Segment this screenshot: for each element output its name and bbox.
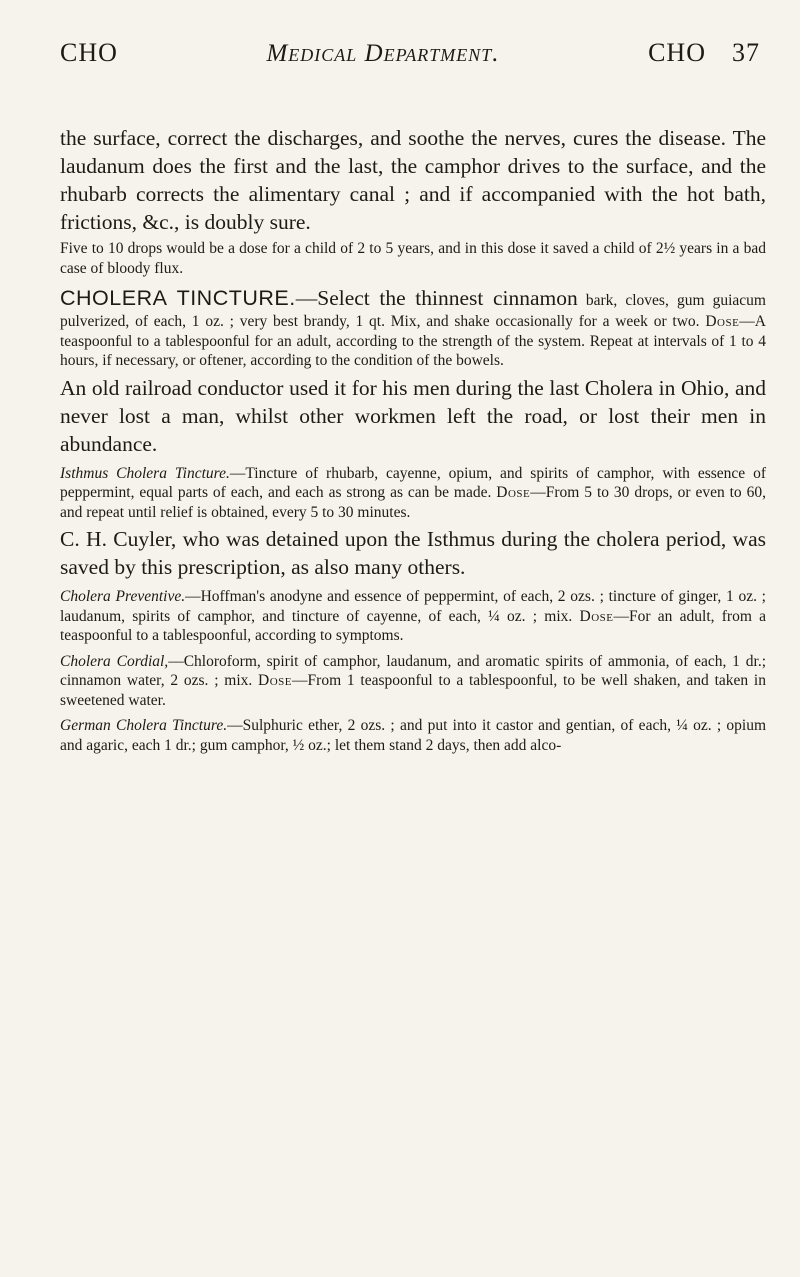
paragraph-cholera-cordial (60, 652, 766, 711)
header-right-group (648, 38, 760, 68)
cholera-tincture-heading: CHOLERA TINCTURE. (60, 286, 296, 310)
cholera-cordial-title: Cholera Cordial, (60, 652, 169, 670)
paragraph-surface: the surface, correct the discharges, and soothe the nerves, cures the disease. The laudanum does the first and the last, the camphor drives to the surface, and the rhubarb corrects the alimentary canal ; and if accompanied with the hot bath, frictions, &c., is doubly sure. (60, 126, 766, 234)
paragraph-german-tincture (60, 716, 766, 755)
running-header (60, 38, 760, 68)
cholera-preventive-text: —Hoffman's anodyne and essence of peppermint, of each, 2 ozs. ; tincture of ginger, 1 oz. ; laudanum, spirits of camphor, and tincture of cayenne, of each, ¼ oz. ; mix. (60, 588, 766, 625)
dose-label: Dose (579, 607, 614, 625)
paragraph-cholera-tincture (60, 284, 766, 371)
page-body (60, 124, 766, 755)
isthmus-tincture-dose: —From 5 to 30 drops, or even to 60, and repeat until relief is obtained, every 5 to 30 minutes. (60, 484, 766, 521)
paragraph-cuyler: C. H. Cuyler, who was detained upon the Isthmus during the cholera period, was saved by this prescription, as also many others. (60, 527, 766, 579)
cholera-tincture-recipe: bark, cloves, gum guiacum pulverized, of each, 1 oz. ; very best brandy, 1 qt. Mix, and shake occasionally for a week or two. (60, 292, 766, 330)
german-tincture-text: —Sulphuric ether, 2 ozs. ; and put into it castor and gentian, of each, ¼ oz. ; opium and agaric, each 1 dr.; gum camphor, ½ oz.; let them stand 2 days, then add alco- (60, 717, 767, 754)
cholera-tincture-dose: —A teaspoonful to a tablespoonful for an adult, according to the strength of the system. Repeat at intervals of 1 to 4 hours, if necessary, or oftener, according to the condition of the bowels. (60, 313, 766, 369)
dose-label: Dose (496, 484, 531, 501)
cholera-cordial-text: —Chloroform, spirit of camphor, laudanum, and aromatic spirits of ammonia, of each, 1 dr.; cinnamon water, 2 ozs. ; mix. (60, 652, 767, 689)
header-left-word: CHO (60, 38, 118, 67)
paragraph-isthmus-tincture (60, 464, 766, 523)
paragraph-cholera-preventive (60, 587, 766, 646)
german-tincture-title: German Cholera Tincture. (60, 717, 228, 734)
dose-label: Dose (258, 672, 293, 689)
dose-label: Dose (705, 313, 740, 330)
header-right-word: CHO (648, 38, 706, 67)
isthmus-tincture-text: —Tincture of rhubarb, cayenne, opium, and spirits of camphor, with essence of peppermint, equal parts of each, and each as strong as can be made. (60, 464, 766, 501)
paragraph-child-dose: Five to 10 drops would be a dose for a child of 2 to 5 years, and in this dose it saved a child of 2½ years in a bad case of bloody flux. (60, 240, 766, 277)
paragraph-railroad-conductor: An old railroad conductor used it for his men during the last Cholera in Ohio, and never lost a man, whilst other workmen left the road, or lost their men in abundance. (60, 375, 766, 456)
cholera-preventive-dose: —For an adult, from a teaspoonful to a tablespoonful, according to symptoms. (60, 607, 766, 644)
cholera-tincture-intro: —Select the thinnest cinnamon (295, 286, 578, 310)
page-number: 37 (732, 38, 760, 67)
header-title: Medical Department. (266, 40, 500, 67)
isthmus-tincture-title: Isthmus Cholera Tincture. (60, 464, 230, 482)
cholera-preventive-title: Cholera Preventive. (60, 588, 186, 605)
cholera-cordial-dose: —From 1 teaspoonful to a tablespoonful, to be well shaken, and taken in sweetened water. (60, 672, 766, 709)
